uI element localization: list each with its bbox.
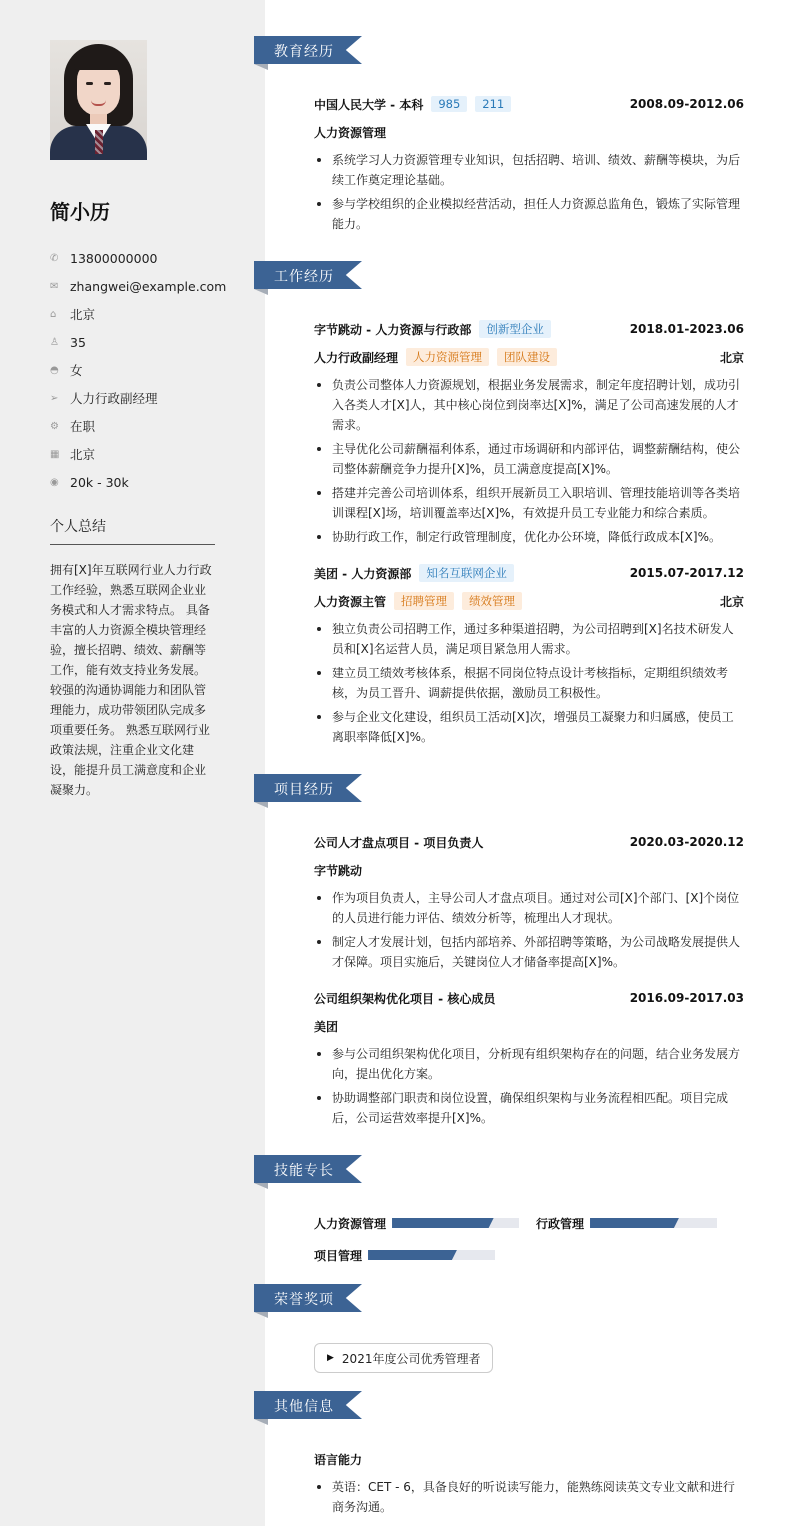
sidebar xyxy=(0,0,265,1526)
info-email: ✉ zhangwei@example.com xyxy=(50,278,227,294)
education-date: 2008.09-2012.06 xyxy=(629,97,744,111)
skill-tag: 人力资源管理 xyxy=(406,348,489,366)
status-icon: ⚙ xyxy=(50,420,59,432)
skill-bar-fill xyxy=(590,1218,679,1228)
skill-project-management: 项目管理 xyxy=(314,1245,495,1265)
home-icon: ⌂ xyxy=(50,308,57,320)
section-header-education: 教育经历 xyxy=(254,36,362,72)
work-row-2 xyxy=(314,563,744,583)
school-name: 中国人民大学 - 本科 xyxy=(314,97,424,112)
project-name: 公司人才盘点项目 - 项目负责人 xyxy=(314,835,484,850)
company-name: 字节跳动 - 人力资源与行政部 xyxy=(314,322,472,337)
skill-bar-fill xyxy=(392,1218,494,1228)
project-name: 公司组织架构优化项目 - 核心成员 xyxy=(314,991,496,1006)
project-row-2 xyxy=(314,988,744,1008)
info-gender: ◓ 女 xyxy=(50,363,83,378)
list-item: 搭建并完善公司培训体系，组织开展新员工入职培训、管理技能培训等各类培训课程[X]场，培训覆盖率达[X]%，有效提升员工专业能力和综合素质。 xyxy=(314,483,744,523)
work-city: 北京 xyxy=(719,594,744,609)
list-item: 参与公司组织架构优化项目，分析现有组织架构存在的问题，结合业务发展方向，提出优化方案。 xyxy=(314,1044,744,1084)
summary-divider xyxy=(50,544,215,545)
skill-bar xyxy=(368,1250,495,1260)
work-title-row-1 xyxy=(314,347,744,367)
list-item: 协助行政工作，制定行政管理制度，优化办公环境，降低行政成本[X]%。 xyxy=(314,527,744,547)
info-target-position: ➢ 人力行政副经理 xyxy=(50,391,158,406)
language-bullets xyxy=(314,1477,744,1521)
list-item: 参与企业文化建设，组织员工活动[X]次，增强员工凝聚力和归属感，使员工离职率降低[X]%。 xyxy=(314,707,744,747)
job-title: 人力行政副经理 xyxy=(314,350,399,365)
work-date: 2018.01-2023.06 xyxy=(629,322,744,336)
work-bullets-1 xyxy=(314,375,744,551)
tag-985: 985 xyxy=(431,96,467,112)
skill-tag: 团队建设 xyxy=(497,348,557,366)
project-bullets-1 xyxy=(314,888,744,976)
section-header-awards: 荣誉奖项 xyxy=(254,1284,362,1320)
list-item: 系统学习人力资源管理专业知识，包括招聘、培训、绩效、薪酬等模块，为后续工作奠定理论基础。 xyxy=(314,150,744,190)
list-item: 独立负责公司招聘工作，通过多种渠道招聘，为公司招聘到[X]名技术研发人员和[X]名运营人员，满足项目紧急用人需求。 xyxy=(314,619,744,659)
info-status: ⚙ 在职 xyxy=(50,419,96,434)
work-row-1 xyxy=(314,319,744,339)
project-date: 2020.03-2020.12 xyxy=(629,835,744,849)
skill-bar xyxy=(392,1218,519,1228)
phone-icon: ✆ xyxy=(50,252,59,264)
target-position-icon: ➢ xyxy=(50,392,59,404)
work-date: 2015.07-2017.12 xyxy=(629,566,744,580)
info-phone: ✆ 13800000000 xyxy=(50,250,158,266)
info-age: ♙ 35 xyxy=(50,334,86,350)
skill-bar-fill xyxy=(368,1250,457,1260)
mail-icon: ✉ xyxy=(50,280,59,292)
project-org-2: 美团 xyxy=(314,1019,339,1034)
company-tag: 知名互联网企业 xyxy=(419,564,514,582)
project-date: 2016.09-2017.03 xyxy=(629,991,744,1005)
salary-icon: ◉ xyxy=(50,476,59,488)
contact-info-list xyxy=(50,244,230,496)
skill-admin-management: 行政管理 xyxy=(536,1213,717,1233)
education-row xyxy=(314,94,744,114)
tag-211: 211 xyxy=(475,96,511,112)
info-location: ⌂ 北京 xyxy=(50,307,96,322)
summary-text: 拥有[X]年互联网行业人力行政工作经验，熟悉互联网企业业务模式和人才需求特点。 具备丰富的人力资源全模块管理经验，擅长招聘、绩效、薪酬等工作，能有效支持业务发展。 较强的沟通协调能力和团队管理能力，成功带领团队完成多项重要任务。 熟悉互联网行业政策法规，注重企业文化建设，能提升员工满意度和企业凝聚力。 xyxy=(50,563,212,797)
project-bullets-2 xyxy=(314,1044,744,1132)
work-city: 北京 xyxy=(719,350,744,365)
award-item: ▶ 2021年度公司优秀管理者 xyxy=(314,1343,493,1373)
skill-tag: 绩效管理 xyxy=(462,592,522,610)
skill-tag: 招聘管理 xyxy=(394,592,454,610)
skill-bar xyxy=(590,1218,717,1228)
summary-title: 个人总结 xyxy=(50,519,106,535)
list-item: 作为项目负责人，主导公司人才盘点项目。通过对公司[X]个部门、[X]个岗位的人员进行能力评估、绩效分析等，梳理出人才现状。 xyxy=(314,888,744,928)
age-icon: ♙ xyxy=(50,336,59,348)
candidate-name: 简小历 xyxy=(50,200,110,224)
work-bullets-2 xyxy=(314,619,744,751)
section-header-other: 其他信息 xyxy=(254,1391,362,1427)
play-icon: ▶ xyxy=(327,1353,334,1363)
company-name: 美团 - 人力资源部 xyxy=(314,566,412,581)
main-content xyxy=(265,0,794,1526)
city-icon: ▦ xyxy=(50,448,60,460)
list-item: 负责公司整体人力资源规划，根据业务发展需求，制定年度招聘计划，成功引入各类人才[X]人，其中核心岗位到岗率达[X]%，满足了公司高速发展的人才需求。 xyxy=(314,375,744,435)
info-city: ▦ 北京 xyxy=(50,447,96,462)
gender-icon: ◓ xyxy=(50,364,59,376)
list-item: 英语：CET - 6，具备良好的听说读写能力，能熟练阅读英文专业文献和进行商务沟通。 xyxy=(314,1477,744,1517)
avatar xyxy=(50,40,147,160)
language-title: 语言能力 xyxy=(314,1452,363,1467)
job-title: 人力资源主管 xyxy=(314,594,387,609)
section-header-work: 工作经历 xyxy=(254,261,362,297)
project-row-1 xyxy=(314,832,744,852)
company-tag: 创新型企业 xyxy=(479,320,551,338)
work-title-row-2 xyxy=(314,591,744,611)
section-header-project: 项目经历 xyxy=(254,774,362,810)
project-org-1: 字节跳动 xyxy=(314,863,363,878)
list-item: 制定人才发展计划，包括内部培养、外部招聘等策略，为公司战略发展提供人才保障。项目实施后，关键岗位人才储备率提高[X]%。 xyxy=(314,932,744,972)
education-major: 人力资源管理 xyxy=(314,125,387,140)
list-item: 协助调整部门职责和岗位设置，确保组织架构与业务流程相匹配。项目完成后，公司运营效率提升[X]%。 xyxy=(314,1088,744,1128)
list-item: 主导优化公司薪酬福利体系，通过市场调研和内部评估，调整薪酬结构，使公司整体薪酬竞争力提升[X]%，员工满意度提高[X]%。 xyxy=(314,439,744,479)
list-item: 参与学校组织的企业模拟经营活动，担任人力资源总监角色，锻炼了实际管理能力。 xyxy=(314,194,744,234)
info-salary: ◉ 20k - 30k xyxy=(50,474,129,490)
section-header-skills: 技能专长 xyxy=(254,1155,362,1191)
education-bullets xyxy=(314,150,744,238)
list-item: 建立员工绩效考核体系，根据不同岗位特点设计考核指标，定期组织绩效考核，为员工晋升、调薪提供依据，激励员工积极性。 xyxy=(314,663,744,703)
skill-hr-management: 人力资源管理 xyxy=(314,1213,519,1233)
